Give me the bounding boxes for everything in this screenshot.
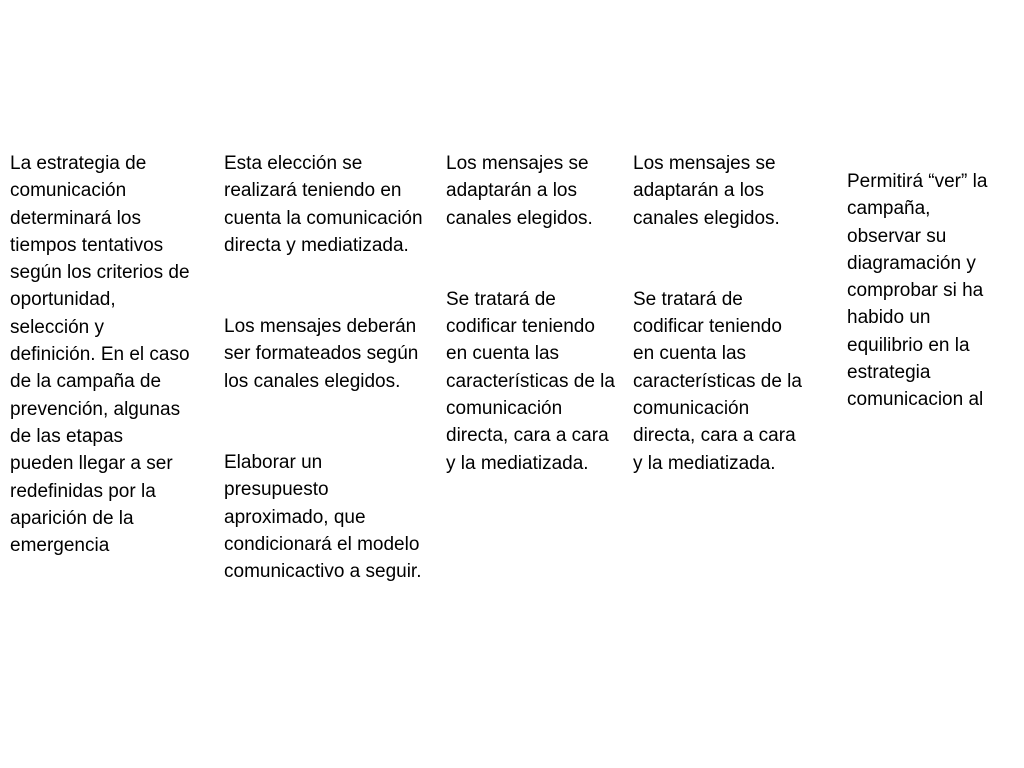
column-messages-b-paragraph-1: Los mensajes se adaptarán a los canales elegidos. xyxy=(633,153,780,229)
column-timing xyxy=(10,150,190,559)
column-messages-a xyxy=(446,150,616,477)
column-messages-a-paragraph-1: Los mensajes se adaptarán a los canales elegidos. xyxy=(446,153,593,229)
column-evaluation-paragraph: Permitirá “ver” la campaña, observar su diagramación y comprobar si ha habido un equilibrio en la estrategia comunicacion al xyxy=(847,171,988,411)
column-selection-paragraph-2: Los mensajes deberán ser formateados según los canales elegidos. xyxy=(224,316,419,392)
column-selection xyxy=(224,150,424,586)
column-messages-b xyxy=(633,150,803,477)
column-timing-paragraph: La estrategia de comunicación determinará los tiempos tentativos según los criterios de oportunidad, selección y definición. En el caso de la campaña de prevención, algunas de las etapas pueden llegar a ser redefinidas por la aparición de la emergencia xyxy=(10,153,190,557)
column-messages-a-paragraph-2: Se tratará de codificar teniendo en cuenta las características de la comunicación directa, cara a cara y la mediatizada. xyxy=(446,288,615,474)
column-selection-paragraph-1: Esta elección se realizará teniendo en cuenta la comunicación directa y mediatizada. xyxy=(224,153,423,256)
column-selection-paragraph-3: Elaborar un presupuesto aproximado, que condicionará el modelo comunicactivo a seguir. xyxy=(224,452,422,583)
column-messages-b-paragraph-2: Se tratará de codificar teniendo en cuenta las características de la comunicación directa, cara a cara y la mediatizada. xyxy=(633,288,802,474)
column-evaluation xyxy=(847,168,1007,414)
